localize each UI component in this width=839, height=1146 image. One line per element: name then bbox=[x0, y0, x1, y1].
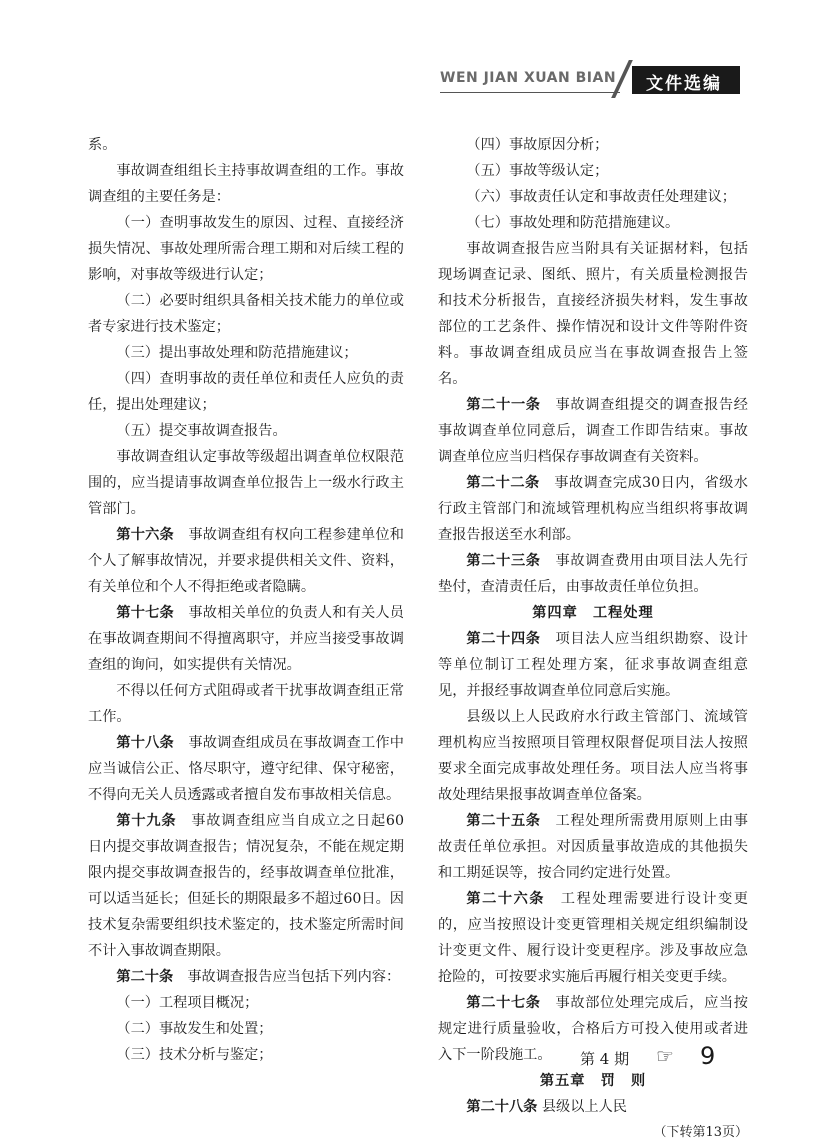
continuation-note: （下转第13页） bbox=[653, 1125, 748, 1140]
paragraph-text: （三）提出事故处理和防范措施建议； bbox=[116, 345, 358, 361]
paragraph-text: （六）事故责任认定和事故责任处理建议； bbox=[466, 189, 736, 205]
paragraph bbox=[88, 522, 404, 600]
paragraph-text: 县级以上人民政府水行政主管部门、流域管理机构应当按照项目管理权限督促项目法人按照要求全面完成事故处理任务。项目法人应当将事故处理结果报事故调查单位备案。 bbox=[438, 709, 748, 803]
chapter-heading: 第四章 工程处理 bbox=[532, 605, 654, 621]
left-column bbox=[88, 132, 404, 1068]
article-number: 第二十二条 bbox=[466, 475, 540, 491]
paragraph-text: 县级以上人民 bbox=[537, 1099, 627, 1115]
paragraph bbox=[88, 444, 404, 522]
paragraph bbox=[88, 340, 404, 366]
paragraph-text: （一）工程项目概况； bbox=[116, 995, 259, 1011]
section-badge bbox=[632, 66, 740, 94]
paragraph bbox=[88, 1042, 404, 1068]
paragraph-text: 事故调查组提交的调查报告经事故调查单位同意后，调查工作即告结束。事故调查单位应当归档保存事故调查有关资料。 bbox=[438, 397, 748, 465]
paragraph-text: （七）事故处理和防范措施建议。 bbox=[466, 215, 680, 231]
paragraph-text: 项目法人应当组织勘察、设计等单位制订工程处理方案，征求事故调查组意见，并报经事故调查单位同意后实施。 bbox=[438, 631, 748, 699]
paragraph-text: （一）查明事故发生的原因、过程、直接经济损失情况、事故处理所需合理工期和对后续工程的影响，对事故等级进行认定； bbox=[88, 215, 404, 283]
paragraph bbox=[438, 470, 748, 548]
paragraph bbox=[88, 990, 404, 1016]
paragraph bbox=[438, 808, 748, 886]
paragraph-text: 事故调查报告应当包括下列内容： bbox=[173, 969, 401, 985]
paragraph bbox=[438, 392, 748, 470]
paragraph-text: （五）提交事故调查报告。 bbox=[116, 423, 287, 439]
paragraph-text: 事故调查组成员在事故调查工作中应当诚信公正、恪尽职守，遵守纪律、保守秘密，不得向无关人员透露或者擅自发布事故相关信息。 bbox=[88, 735, 404, 803]
article-number: 第二十七条 bbox=[466, 995, 541, 1011]
right-column bbox=[438, 132, 748, 1146]
article-number: 第二十六条 bbox=[466, 891, 546, 907]
paragraph-text: 事故部位处理完成后，应当按规定进行质量验收，合格后方可投入使用或者进入下一阶段施工。 bbox=[438, 995, 748, 1063]
paragraph-text: 工程处理需要进行设计变更的，应当按照设计变更管理相关规定组织编制设计变更文件、履行设计变更程序。涉及事故应急抢险的，可按要求实施后再履行相关变更手续。 bbox=[438, 891, 748, 985]
paragraph-text: 工程处理所需费用原则上由事故责任单位承担。对因质量事故造成的其他损失和工期延误等，按合同约定进行处置。 bbox=[438, 813, 748, 881]
paragraph bbox=[438, 886, 748, 990]
paragraph-text: （二）必要时组织具备相关技术能力的单位或者专家进行技术鉴定； bbox=[88, 293, 404, 335]
pointing-hand-icon: ☞ bbox=[656, 1044, 674, 1068]
paragraph bbox=[438, 158, 748, 184]
page-number: 9 bbox=[700, 1042, 716, 1070]
paragraph-text: 事故调查费用由项目法人先行垫付，查清责任后，由事故责任单位负担。 bbox=[438, 553, 748, 595]
paragraph bbox=[438, 1094, 748, 1140]
paragraph bbox=[438, 548, 748, 600]
paragraph-text: （二）事故发生和处置； bbox=[116, 1021, 273, 1037]
paragraph bbox=[438, 184, 748, 210]
chapter-heading: 第五章 罚 则 bbox=[539, 1073, 647, 1089]
paragraph-text: （三）技术分析与鉴定； bbox=[116, 1047, 273, 1063]
article-number: 第十七条 bbox=[116, 605, 174, 621]
paragraph-text: 事故相关单位的负责人和有关人员在事故调查期间不得擅离职守，并应当接受事故调查组的询问，如实提供有关情况。 bbox=[88, 605, 404, 673]
paragraph-text: （五）事故等级认定； bbox=[466, 163, 609, 179]
article-number: 第二十五条 bbox=[466, 813, 541, 829]
paragraph-text: 事故调查完成30日内，省级水行政主管部门和流域管理机构应当组织将事故调查报告报送至水利部。 bbox=[438, 475, 748, 543]
article-number: 第二十四条 bbox=[466, 631, 541, 647]
paragraph bbox=[88, 418, 404, 444]
paragraph bbox=[88, 808, 404, 964]
page-header bbox=[420, 66, 740, 94]
section-badge-label: 文件选编 bbox=[646, 74, 722, 94]
article-number: 第十九条 bbox=[116, 813, 177, 829]
paragraph bbox=[88, 964, 404, 990]
paragraph bbox=[88, 678, 404, 730]
issue-number: 第 4 期 bbox=[580, 1050, 630, 1068]
paragraph bbox=[438, 210, 748, 236]
paragraph bbox=[438, 626, 748, 704]
paragraph bbox=[88, 600, 404, 678]
paragraph-text: 系。 bbox=[88, 137, 117, 153]
paragraph bbox=[438, 704, 748, 808]
paragraph bbox=[88, 366, 404, 418]
paragraph bbox=[88, 730, 404, 808]
paragraph-text: 事故调查组有权向工程参建单位和个人了解事故情况，并要求提供相关文件、资料，有关单位和个人不得拒绝或者隐瞒。 bbox=[88, 527, 404, 595]
paragraph bbox=[88, 132, 404, 158]
article-number: 第二十八条 bbox=[466, 1099, 538, 1115]
paragraph-text: 不得以任何方式阻碍或者干扰事故调查组正常工作。 bbox=[88, 683, 404, 725]
paragraph-text: （四）查明事故的责任单位和责任人应负的责任，提出处理建议； bbox=[88, 371, 404, 413]
paragraph bbox=[88, 1016, 404, 1042]
page-footer bbox=[560, 1044, 760, 1074]
article-number: 第十六条 bbox=[116, 527, 174, 543]
paragraph-text: （四）事故原因分析； bbox=[466, 137, 609, 153]
article-number: 第二十一条 bbox=[466, 397, 541, 413]
paragraph-text: 事故调查报告应当附具有关证据材料，包括现场调查记录、图纸、照片，有关质量检测报告和技术分析报告，直接经济损失材料，发生事故部位的工艺条件、操作情况和设计文件等附件资料。事故调查组成员应当在事故调查报告上签名。 bbox=[438, 241, 748, 387]
header-rule bbox=[440, 92, 620, 93]
series-title: WEN JIAN XUAN BIAN bbox=[440, 70, 617, 86]
paragraph bbox=[88, 288, 404, 340]
paragraph-text: 事故调查组组长主持事故调查组的工作。事故调查组的主要任务是： bbox=[88, 163, 404, 205]
article-number: 第二十三条 bbox=[466, 553, 541, 569]
article-number: 第二十条 bbox=[116, 969, 174, 985]
article-number: 第十八条 bbox=[116, 735, 174, 751]
paragraph bbox=[438, 132, 748, 158]
paragraph bbox=[88, 158, 404, 210]
paragraph-text: 事故调查组认定事故等级超出调查单位权限范围的，应当提请事故调查单位报告上一级水行政主管部门。 bbox=[88, 449, 404, 517]
paragraph-text: 事故调查组应当自成立之日起60日内提交事故调查报告；情况复杂，不能在规定期限内提交事故调查报告的，经事故调查单位批准，可以适当延长；但延长的期限最多不超过60日。因技术复杂需要组织技术鉴定的，技术鉴定所需时间不计入事故调查期限。 bbox=[88, 813, 404, 959]
paragraph bbox=[438, 236, 748, 392]
paragraph bbox=[88, 210, 404, 288]
